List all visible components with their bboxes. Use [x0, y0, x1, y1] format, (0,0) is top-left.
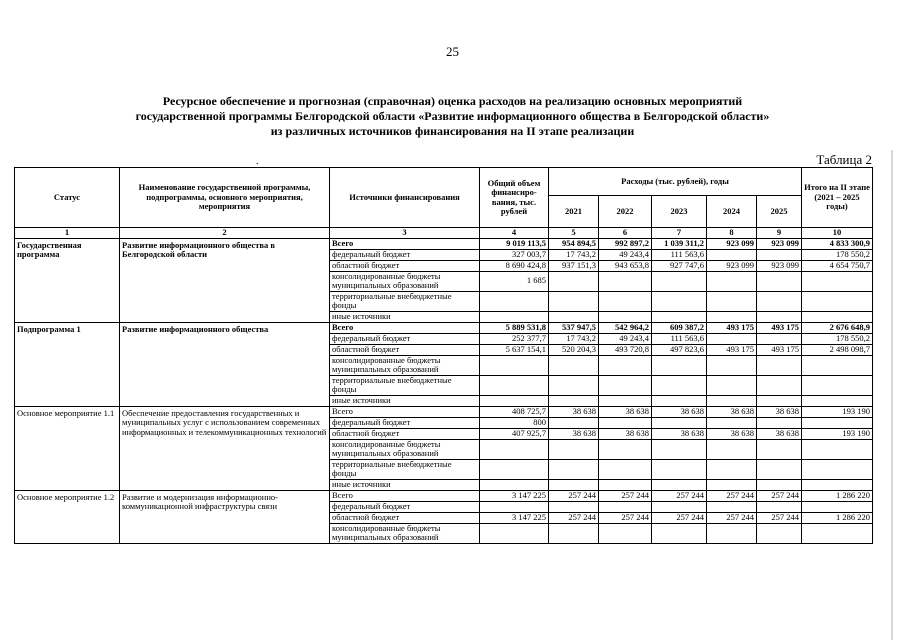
row-value: 923 099 — [757, 238, 802, 249]
dot-mark: . — [256, 156, 259, 167]
row-value — [707, 501, 757, 512]
row-value — [549, 311, 599, 322]
row-value — [757, 333, 802, 344]
row-value — [480, 439, 549, 459]
row-value — [652, 523, 707, 543]
row-value — [652, 291, 707, 311]
row-value: 493 175 — [707, 322, 757, 333]
row-source: федеральный бюджет — [330, 333, 480, 344]
row-value: 1 286 220 — [802, 512, 873, 523]
header-name: Наименование государственной программы, подпрограммы, основного мероприятия, мероприятия — [120, 168, 330, 228]
row-value — [802, 439, 873, 459]
row-value — [549, 375, 599, 395]
row-value — [652, 439, 707, 459]
row-value: 257 244 — [757, 512, 802, 523]
header-year: 2025 — [757, 196, 802, 228]
row-value: 943 653,8 — [599, 260, 652, 271]
row-value: 193 190 — [802, 406, 873, 417]
row-source: территориальные внебюджетные фонды — [330, 459, 480, 479]
row-value — [707, 479, 757, 490]
row-value: 923 099 — [707, 260, 757, 271]
row-value — [707, 439, 757, 459]
title-line-1: Ресурсное обеспечение и прогнозная (справочная) оценка расходов на реализацию основных мероприятий — [162, 94, 743, 108]
row-value: 408 725,7 — [480, 406, 549, 417]
row-value — [549, 479, 599, 490]
row-value — [707, 355, 757, 375]
header-year: 2022 — [599, 196, 652, 228]
table-row — [15, 490, 873, 501]
row-source: областной бюджет — [330, 512, 480, 523]
row-source: Всего — [330, 238, 480, 249]
row-value: 4 833 300,9 — [802, 238, 873, 249]
row-value: 38 638 — [599, 428, 652, 439]
row-value — [707, 395, 757, 406]
row-value — [599, 395, 652, 406]
column-number-row — [15, 228, 873, 239]
row-value — [549, 355, 599, 375]
row-value: 1 685 — [480, 271, 549, 291]
row-value: 38 638 — [549, 406, 599, 417]
row-value: 2 498 098,7 — [802, 344, 873, 355]
row-value: 193 190 — [802, 428, 873, 439]
row-status: Основное мероприятие 1.1 — [15, 406, 120, 490]
header-stage-total: Итого на II этапе (2021 – 2025 годы) — [802, 168, 873, 228]
row-value — [707, 311, 757, 322]
row-value — [757, 417, 802, 428]
row-value — [599, 523, 652, 543]
document-title — [40, 94, 865, 139]
row-value — [549, 459, 599, 479]
row-value: 38 638 — [599, 406, 652, 417]
row-value — [802, 375, 873, 395]
row-value: 923 099 — [757, 260, 802, 271]
row-value: 252 377,7 — [480, 333, 549, 344]
col-number: 6 — [599, 228, 652, 239]
col-number: 5 — [549, 228, 599, 239]
row-value: 178 550,2 — [802, 333, 873, 344]
row-value: 3 147 225 — [480, 490, 549, 501]
row-value: 111 563,6 — [652, 249, 707, 260]
row-value: 257 244 — [652, 512, 707, 523]
row-value: 493 175 — [757, 344, 802, 355]
row-value: 5 889 531,8 — [480, 322, 549, 333]
row-value: 257 244 — [549, 512, 599, 523]
row-value — [707, 459, 757, 479]
row-value — [802, 479, 873, 490]
row-value — [652, 479, 707, 490]
row-value: 17 743,2 — [549, 249, 599, 260]
row-value — [599, 271, 652, 291]
row-value — [599, 375, 652, 395]
row-value — [652, 375, 707, 395]
row-value — [802, 501, 873, 512]
col-number: 7 — [652, 228, 707, 239]
scan-edge — [891, 150, 893, 640]
row-value — [480, 501, 549, 512]
row-value — [652, 311, 707, 322]
row-value — [652, 355, 707, 375]
row-value — [707, 417, 757, 428]
row-value — [599, 355, 652, 375]
row-value — [707, 249, 757, 260]
row-value: 38 638 — [652, 428, 707, 439]
row-value — [652, 501, 707, 512]
row-value: 537 947,5 — [549, 322, 599, 333]
row-value: 493 175 — [757, 322, 802, 333]
row-value: 609 387,2 — [652, 322, 707, 333]
row-source: территориальные внебюджетные фонды — [330, 375, 480, 395]
row-source: консолидированные бюджеты муниципальных образований — [330, 523, 480, 543]
row-value: 38 638 — [757, 428, 802, 439]
row-value: 257 244 — [707, 490, 757, 501]
row-value — [652, 459, 707, 479]
row-source: консолидированные бюджеты муниципальных образований — [330, 271, 480, 291]
row-value — [707, 291, 757, 311]
row-value — [549, 501, 599, 512]
row-value: 800 — [480, 417, 549, 428]
row-value: 3 147 225 — [480, 512, 549, 523]
row-value: 927 747,6 — [652, 260, 707, 271]
row-source: Всего — [330, 490, 480, 501]
col-number: 1 — [15, 228, 120, 239]
row-value: 9 019 113,5 — [480, 238, 549, 249]
row-value: 38 638 — [757, 406, 802, 417]
row-value: 257 244 — [757, 490, 802, 501]
row-value: 1 039 311,2 — [652, 238, 707, 249]
row-value: 520 204,3 — [549, 344, 599, 355]
title-line-3: из различных источников финансирования на II этапе реализации — [270, 124, 635, 138]
row-value — [480, 523, 549, 543]
row-value: 4 654 750,7 — [802, 260, 873, 271]
row-value: 257 244 — [652, 490, 707, 501]
header-source: Источники финансирования — [330, 168, 480, 228]
row-value: 1 286 220 — [802, 490, 873, 501]
header-status: Статус — [15, 168, 120, 228]
col-number: 4 — [480, 228, 549, 239]
header-year: 2023 — [652, 196, 707, 228]
row-value — [707, 333, 757, 344]
row-value — [757, 459, 802, 479]
row-source: федеральный бюджет — [330, 501, 480, 512]
table-label: Таблица 2 — [816, 152, 872, 167]
row-value: 497 823,6 — [652, 344, 707, 355]
row-value — [549, 523, 599, 543]
row-value — [757, 479, 802, 490]
row-value — [549, 417, 599, 428]
row-source: областной бюджет — [330, 344, 480, 355]
row-value — [599, 459, 652, 479]
header-total: Общий объем финансиро-вания, тыс. рублей — [480, 168, 549, 228]
table-row — [15, 322, 873, 333]
row-value — [757, 291, 802, 311]
col-number: 9 — [757, 228, 802, 239]
row-name: Развитие информационного общества в Белгородской области — [120, 238, 330, 322]
row-source: областной бюджет — [330, 428, 480, 439]
row-value — [802, 355, 873, 375]
header-year: 2021 — [549, 196, 599, 228]
row-value: 17 743,2 — [549, 333, 599, 344]
row-value: 493 720,8 — [599, 344, 652, 355]
row-value: 49 243,4 — [599, 249, 652, 260]
row-value — [599, 479, 652, 490]
row-value — [802, 459, 873, 479]
row-value — [802, 271, 873, 291]
row-value — [757, 523, 802, 543]
row-name: Развитие информационного общества — [120, 322, 330, 406]
row-value — [802, 395, 873, 406]
row-value — [480, 291, 549, 311]
row-value — [652, 417, 707, 428]
row-value — [802, 291, 873, 311]
row-value: 923 099 — [707, 238, 757, 249]
row-value: 493 175 — [707, 344, 757, 355]
row-source: областной бюджет — [330, 260, 480, 271]
row-source: иные источники — [330, 311, 480, 322]
col-number: 8 — [707, 228, 757, 239]
row-value: 954 894,5 — [549, 238, 599, 249]
row-value: 2 676 648,9 — [802, 322, 873, 333]
page-number: 25 — [446, 44, 459, 59]
row-value: 111 563,6 — [652, 333, 707, 344]
row-value — [757, 501, 802, 512]
row-value: 38 638 — [652, 406, 707, 417]
row-source: иные источники — [330, 395, 480, 406]
row-value — [549, 439, 599, 459]
row-value — [480, 375, 549, 395]
row-value — [549, 271, 599, 291]
row-value: 992 897,2 — [599, 238, 652, 249]
row-source: Всего — [330, 322, 480, 333]
row-value — [652, 395, 707, 406]
row-value: 38 638 — [549, 428, 599, 439]
row-value: 8 690 424,8 — [480, 260, 549, 271]
title-line-2: государственной программы Белгородской области «Развитие информационного общества в Белгородской области» — [135, 109, 770, 123]
row-value — [652, 271, 707, 291]
row-value — [802, 523, 873, 543]
row-source: иные источники — [330, 479, 480, 490]
row-value: 327 003,7 — [480, 249, 549, 260]
row-value — [707, 271, 757, 291]
row-value: 407 925,7 — [480, 428, 549, 439]
table-row — [15, 238, 873, 249]
header-expenses: Расходы (тыс. рублей), годы — [549, 168, 802, 196]
row-value — [757, 355, 802, 375]
col-number: 2 — [120, 228, 330, 239]
row-value — [599, 439, 652, 459]
resource-table — [14, 167, 873, 544]
row-source: федеральный бюджет — [330, 249, 480, 260]
row-value — [599, 501, 652, 512]
row-value: 257 244 — [549, 490, 599, 501]
row-value — [757, 439, 802, 459]
row-source: федеральный бюджет — [330, 417, 480, 428]
row-value: 257 244 — [599, 512, 652, 523]
col-number: 3 — [330, 228, 480, 239]
row-value: 257 244 — [707, 512, 757, 523]
row-value: 49 243,4 — [599, 333, 652, 344]
row-status: Государственная программа — [15, 238, 120, 322]
row-status: Подпрограмма 1 — [15, 322, 120, 406]
table-body — [15, 238, 873, 543]
row-value — [757, 249, 802, 260]
row-value — [480, 311, 549, 322]
row-name: Обеспечение предоставления государственных и муниципальных услуг с использованием современных информационных и телекоммуникационных технологий — [120, 406, 330, 490]
row-value: 257 244 — [599, 490, 652, 501]
row-value — [757, 271, 802, 291]
row-value — [757, 395, 802, 406]
row-value — [757, 375, 802, 395]
row-value — [707, 523, 757, 543]
row-source: территориальные внебюджетные фонды — [330, 291, 480, 311]
row-value — [549, 395, 599, 406]
row-value: 937 151,3 — [549, 260, 599, 271]
row-value — [802, 417, 873, 428]
row-value — [599, 291, 652, 311]
row-source: консолидированные бюджеты муниципальных образований — [330, 355, 480, 375]
row-value — [480, 479, 549, 490]
col-number: 10 — [802, 228, 873, 239]
row-value: 542 964,2 — [599, 322, 652, 333]
row-status: Основное мероприятие 1.2 — [15, 490, 120, 543]
row-value — [757, 311, 802, 322]
table-row — [15, 406, 873, 417]
row-value: 5 637 154,1 — [480, 344, 549, 355]
row-source: консолидированные бюджеты муниципальных образований — [330, 439, 480, 459]
row-value — [480, 395, 549, 406]
row-value — [707, 375, 757, 395]
row-value — [599, 311, 652, 322]
row-value — [549, 291, 599, 311]
row-value: 38 638 — [707, 406, 757, 417]
row-name: Развитие и модернизация информационно-коммуникационной инфраструктуры связи — [120, 490, 330, 543]
row-value — [480, 459, 549, 479]
row-value — [480, 355, 549, 375]
row-value — [599, 417, 652, 428]
row-value: 178 550,2 — [802, 249, 873, 260]
row-value: 38 638 — [707, 428, 757, 439]
header-year: 2024 — [707, 196, 757, 228]
row-source: Всего — [330, 406, 480, 417]
row-value — [802, 311, 873, 322]
